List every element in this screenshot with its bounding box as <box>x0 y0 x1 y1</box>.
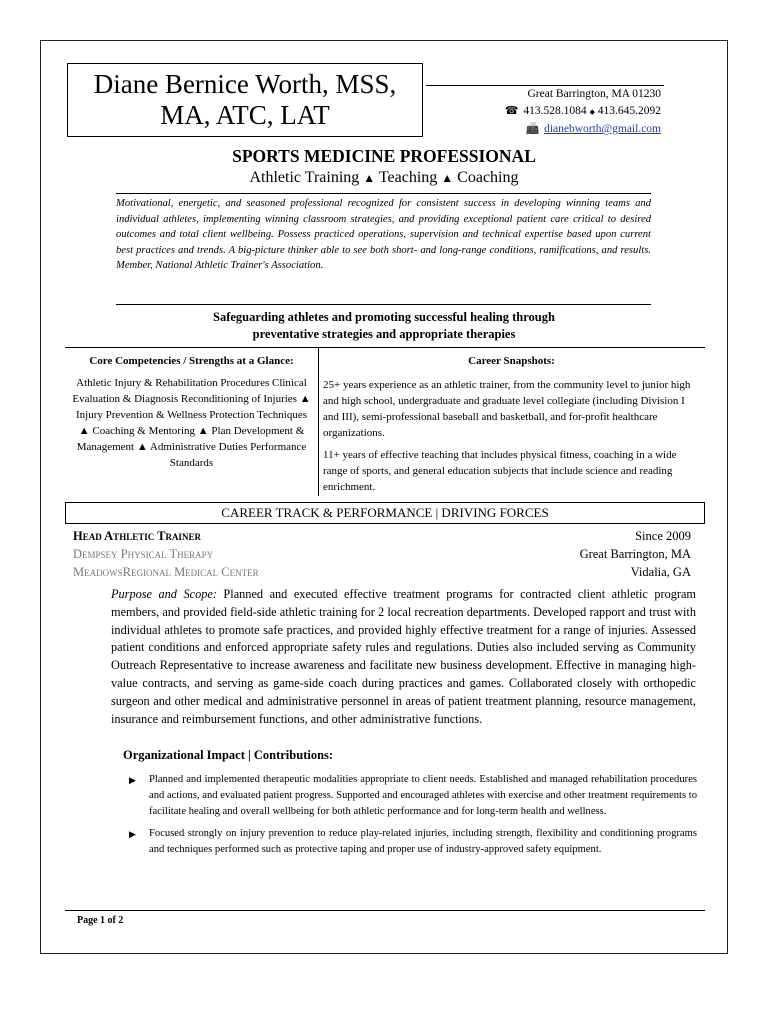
company-row <box>73 565 691 580</box>
summary-paragraph: Motivational, energetic, and seasoned professional recognized for consistent success in developing winning teams and individual athletes, implementing winning classroom strategies, and providing exceptional patient care critical to desired outcomes and total client wellbeing. Possess practiced operations, supervision and technical expertise based upon current best practices and trends. A big-picture thinker able to see both short- and long-range conditions, ramifications, and results. Member, National Athletic Trainer's Association. <box>116 198 651 271</box>
subtitle <box>41 169 727 187</box>
triangle-icon: ▲ <box>441 171 454 185</box>
tagline-line-2: preventative strategies and appropriate therapies <box>252 327 516 341</box>
name-box <box>67 63 423 137</box>
bullet-text: Planned and implemented therapeutic modalities appropriate to client needs. Established and managed rehabilitation procedures and actions, and evaluated patient progress. Supported and encouraged athletes with exercise and other treatment requirements to facilitate healing and overall wellbeing for both athletic performance and for long-term health and wellness. <box>149 774 697 817</box>
scope-paragraph <box>111 586 696 728</box>
name-line-1: Diane Bernice Worth, MSS, <box>93 69 397 99</box>
scope-lead: Purpose and Scope: <box>111 587 217 601</box>
bullet-arrow-icon: ▶ <box>129 829 136 839</box>
snapshots-heading: Career Snapshots: <box>468 355 555 367</box>
competencies-text: Athletic Injury & Rehabilitation Procedures Clinical Evaluation & Diagnosis Reconditioning of Injuries ▲ Injury Prevention & Wellness Protection Techniques ▲ Coaching & Mentoring ▲ Plan Development & Management ▲ Administrative Duties Performance Standards <box>72 377 311 469</box>
footer-rule <box>65 910 705 911</box>
snapshot-item: 25+ years experience as an athletic trainer, from the community level to junior high and high school, undergraduate and graduate level collegiate (including Division I and III), semi-professional baseball and basketball, and for-profit healthcare organizations. <box>323 379 691 439</box>
company-location: Great Barrington, MA <box>579 547 691 561</box>
bullet-text: Focused strongly on injury prevention to reduce play-related injuries, including strength, flexibility and conditioning programs and techniques performed such as protective taping and proper use of industry-approved safety equipment. <box>149 828 697 855</box>
phone-2: 413.645.2092 <box>597 105 661 117</box>
snapshot-item: 11+ years of effective teaching that includes physical fitness, coaching in a wide range of sports, and general education subjects that include science and reading enrichment. <box>323 449 677 493</box>
job-title-row <box>73 529 691 544</box>
competencies-snapshots-table <box>65 347 705 496</box>
impact-heading: Organizational Impact | Contributions: <box>123 748 334 762</box>
snapshots-column <box>323 348 700 495</box>
subtitle-athletic-training: Athletic Training <box>249 169 360 186</box>
email-link[interactable]: dianebworth@gmail.com <box>544 123 661 135</box>
company-location: Vidalia, GA <box>630 565 691 579</box>
name-line-2: MA, ATC, LAT <box>160 100 330 130</box>
company-row <box>73 547 691 562</box>
list-item <box>129 772 697 820</box>
subtitle-coaching: Coaching <box>457 169 519 186</box>
job-dates: Since 2009 <box>635 529 691 543</box>
page-title: SPORTS MEDICINE PROFESSIONAL <box>232 146 536 166</box>
phone-1: 413.528.1084 <box>523 105 587 117</box>
section-heading: CAREER TRACK & PERFORMANCE | DRIVING FORCES <box>65 502 705 524</box>
bullet-arrow-icon: ▶ <box>129 775 136 785</box>
job-title: Head Athletic Trainer <box>73 529 201 543</box>
location: Great Barrington, MA 01230 <box>527 88 661 100</box>
phone-line <box>505 103 661 121</box>
summary-bottom-rule <box>116 304 651 305</box>
email-line <box>505 121 661 138</box>
competencies-column <box>65 348 319 496</box>
contact-block <box>505 86 661 138</box>
competencies-heading: Core Competencies / Strengths at a Glance: <box>89 355 294 367</box>
triangle-icon: ▲ <box>363 171 376 185</box>
tagline <box>41 309 727 343</box>
company-name: Dempsey Physical Therapy <box>73 547 214 561</box>
page-number: Page 1 of 2 <box>77 915 124 926</box>
summary-top-rule <box>116 193 651 194</box>
tagline-line-1: Safeguarding athletes and promoting successful healing through <box>213 310 555 324</box>
resume-page <box>40 40 728 954</box>
telephone-icon: ☎ <box>504 105 519 117</box>
scope-text: Planned and executed effective treatment programs for contracted client athletic program members, and provided field-side athletic training for 2 local recreation departments. Developed rapport and trust with individual athletes to promote safe practices, and provided highly effective treatment for a range of injuries. Assessed patient conditions and enforced appropriate safety rules and regulations. Duties also included serving as Community Outreach Representative to increase awareness and facilitate new business development. Effective in managing high-value contracts, and serving as game-side coach during practices and games. Collaborated closely with orthopedic surgeon and other medical and administrative personnel in areas of patient treatment planning, resource management, insurance and reimbursement functions, and other administrative functions. <box>111 587 696 726</box>
impact-list <box>129 772 697 864</box>
list-item <box>129 826 697 858</box>
company-name: MeadowsRegional Medical Center <box>73 565 259 579</box>
separator-icon: ◆ <box>589 108 595 116</box>
subtitle-teaching: Teaching <box>378 169 438 186</box>
fax-icon: 📠 <box>525 123 540 135</box>
